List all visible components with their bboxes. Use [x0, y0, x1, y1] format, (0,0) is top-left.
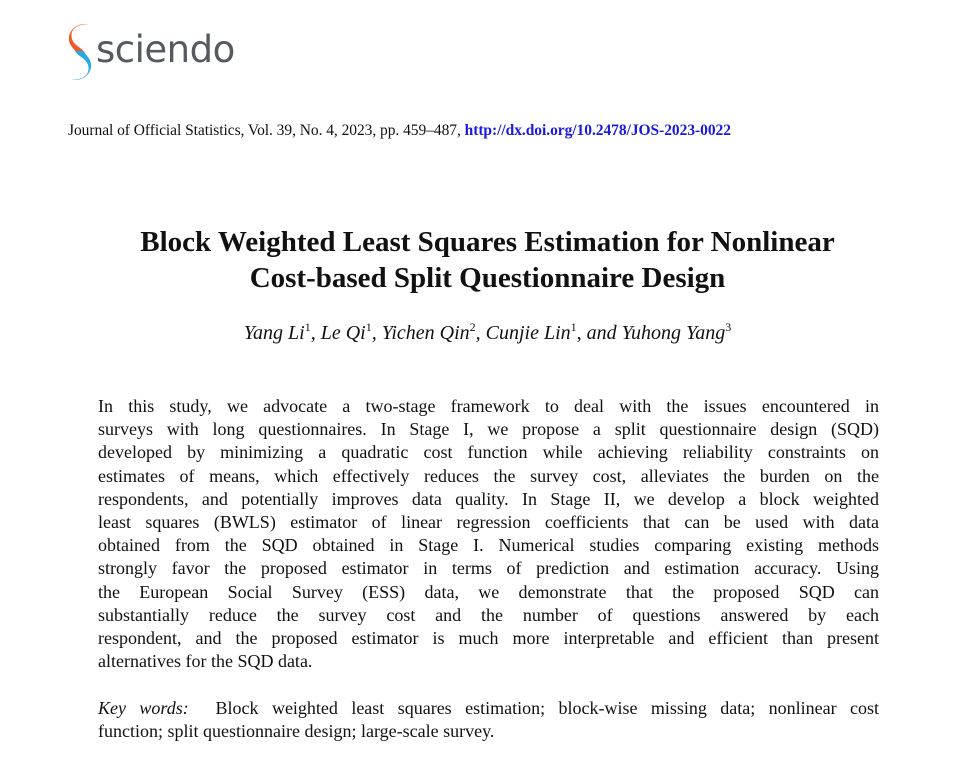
abstract-line: In this study, we advocate a two-stage framework to deal with the issues encountered in [98, 396, 879, 416]
author-name: Yichen Qin [381, 322, 470, 344]
keywords [98, 697, 879, 743]
abstract-line: surveys with long questionnaires. In Stage I, we propose a split questionnaire design (SQD) [98, 419, 879, 440]
author-affiliation: 1 [570, 320, 577, 334]
author-affiliation: 1 [304, 320, 311, 334]
author-separator: , [371, 322, 382, 344]
abstract-line: alternatives for the SQD data. [98, 651, 313, 672]
author-name: Yang Li [243, 322, 305, 344]
author-name: Yuhong Yang [621, 322, 726, 344]
keywords-line [98, 697, 879, 720]
abstract [98, 395, 879, 673]
sciendo-s-mark-icon [68, 23, 92, 81]
abstract-line: substantially reduce the survey cost and the number of questions answered by each [98, 604, 879, 625]
abstract-line: strongly favor the proposed estimator in terms of prediction and estimation accuracy. Using [98, 558, 879, 579]
abstract-line: developed by minimizing a quadratic cost function while achieving reliability constraints on [98, 442, 879, 463]
author-separator: , [475, 322, 486, 344]
author-name: Le Qi [320, 322, 366, 344]
author-separator: , and [576, 322, 622, 344]
author-affiliation: 2 [469, 320, 476, 334]
publisher-logo [68, 22, 235, 82]
abstract-line: estimates of means, which effectively reduces the survey cost, alleviates the burden on the [98, 465, 879, 486]
keywords-label: Key words: [98, 698, 189, 718]
author-separator: , [310, 322, 321, 344]
paper-title-line-1: Block Weighted Least Squares Estimation for Nonlinear [140, 226, 835, 258]
abstract-line: obtained from the SQD obtained in Stage I. Numerical studies comparing existing methods [98, 535, 879, 556]
abstract-line: least squares (BWLS) estimator of linear regression coefficients that can be used with data [98, 511, 879, 532]
author-affiliation: 1 [365, 320, 372, 334]
publisher-name: sciendo [96, 27, 235, 71]
citation-text: Journal of Official Statistics, Vol. 39, No. 4, 2023, pp. 459–487, [68, 122, 461, 139]
author-name: Cunjie Lin [485, 322, 571, 344]
abstract-line: the European Social Survey (ESS) data, we demonstrate that the proposed SQD can [98, 581, 879, 602]
journal-citation [68, 122, 731, 140]
author-affiliation: 3 [725, 320, 732, 334]
abstract-line: respondent, and the proposed estimator is much more interpretable and efficient than present [98, 627, 879, 648]
keywords-text: Block weighted least squares estimation; block-wise missing data; nonlinear cost [215, 698, 880, 718]
abstract-line: respondents, and potentially improves data quality. In Stage II, we develop a block weighted [98, 488, 879, 509]
doi-link[interactable]: http://dx.doi.org/10.2478/JOS-2023-0022 [464, 122, 731, 139]
author-list [60, 322, 915, 345]
paper-title-line-2: Cost-based Split Questionnaire Design [249, 262, 726, 294]
keywords-line: function; split questionnaire design; large-scale survey. [98, 721, 495, 742]
